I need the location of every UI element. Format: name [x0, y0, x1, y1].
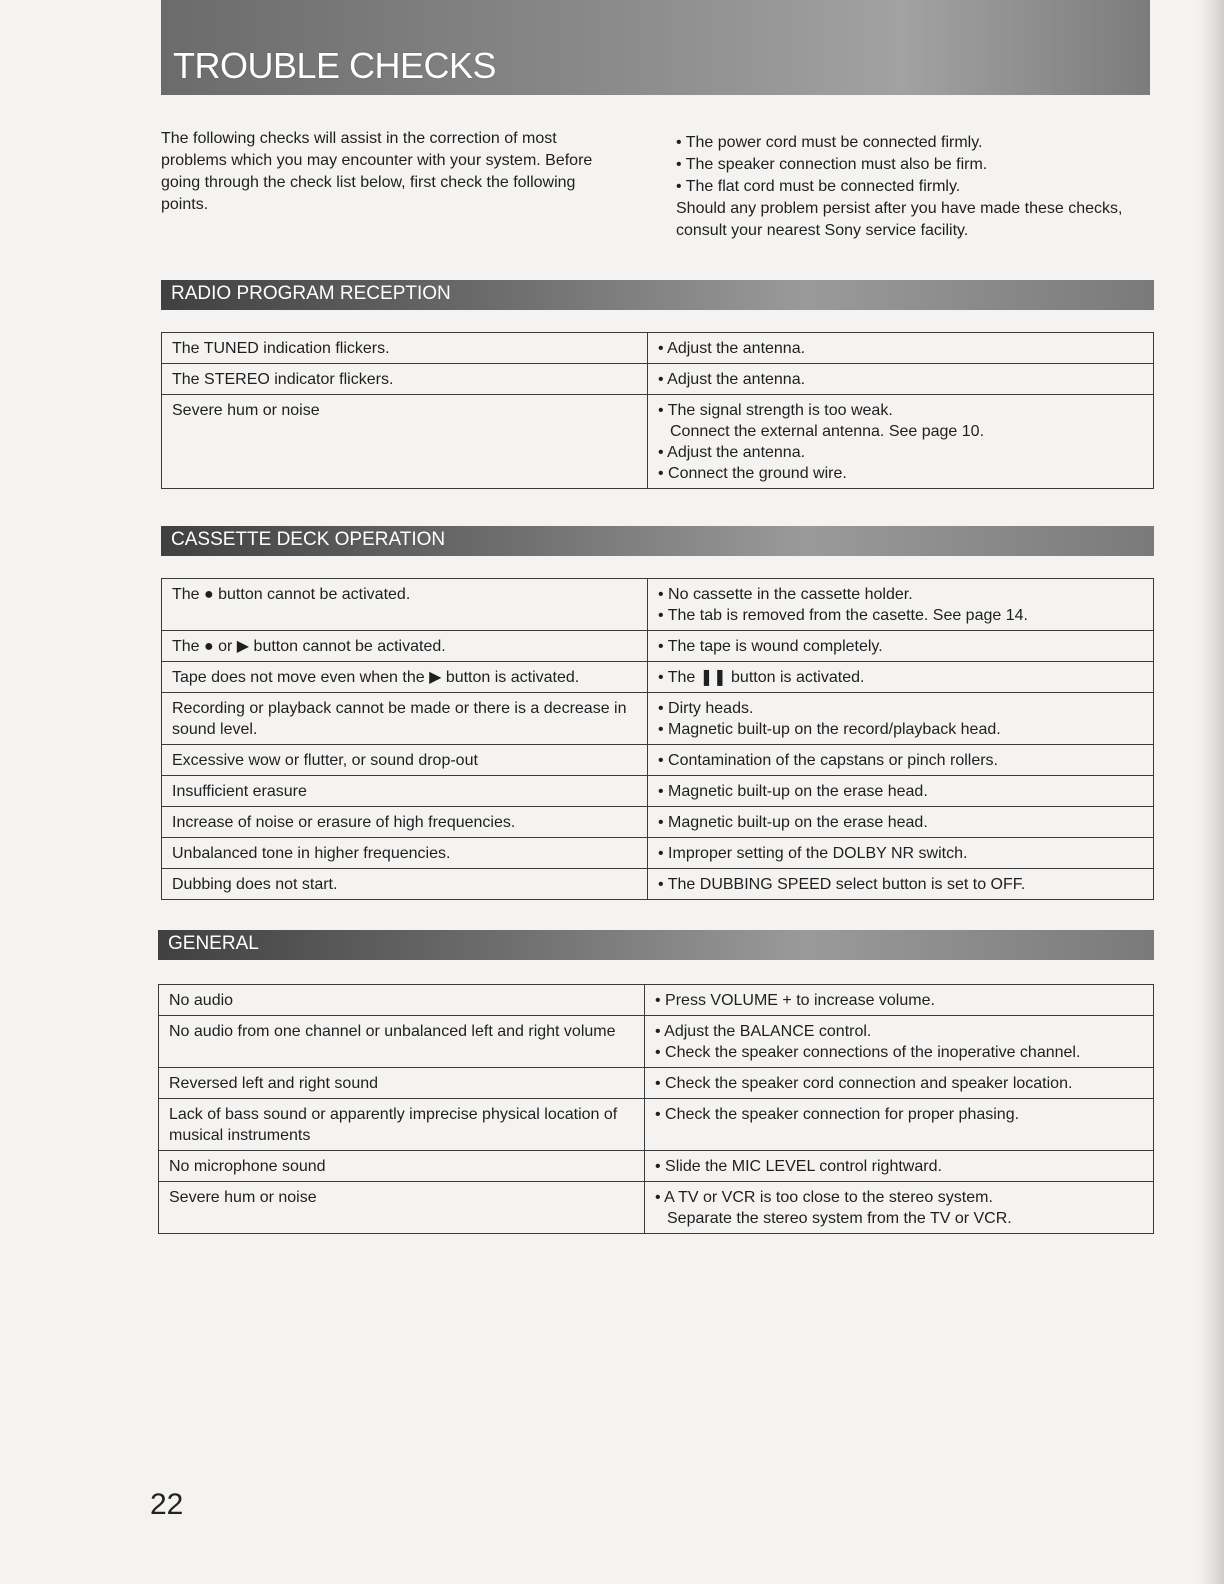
radio-trouble-table: [161, 332, 1154, 489]
remedy-text: • Magnetic built-up on the erase head.: [658, 783, 928, 800]
problem-text: Increase of noise or erasure of high frequencies.: [172, 814, 516, 831]
problem-text: Reversed left and right sound: [169, 1075, 379, 1092]
problem-text: Recording or playback cannot be made or there is a decrease in sound level.: [172, 700, 627, 738]
cassette-trouble-table: [161, 578, 1154, 900]
table-row: [162, 395, 1154, 489]
table-row: [162, 693, 1154, 745]
remedy-text: Connect the external antenna. See page 10.: [670, 423, 985, 440]
problem-cell: [162, 776, 648, 807]
section-title: RADIO PROGRAM RECEPTION: [171, 283, 451, 304]
table-row: [162, 838, 1154, 869]
problem-cell: [162, 579, 648, 631]
intro-point: • The speaker connection must also be firm.: [676, 156, 988, 173]
problem-cell: [162, 364, 648, 395]
table-row: [162, 662, 1154, 693]
remedy-text: • The tab is removed from the casette. See page 14.: [658, 607, 1028, 624]
remedy-text: • Check the speaker connection for proper phasing.: [655, 1106, 1020, 1123]
table-row: [159, 1151, 1154, 1182]
problem-text: Severe hum or noise: [169, 1189, 317, 1206]
section-title: CASSETTE DECK OPERATION: [171, 529, 446, 550]
intro-checklist: [676, 132, 1136, 242]
remedy-cell: [648, 745, 1154, 776]
remedy-text: Separate the stereo system from the TV or VCR.: [667, 1210, 1012, 1227]
page-edge-shadow: [1198, 0, 1224, 1584]
remedy-text: • Magnetic built-up on the erase head.: [658, 814, 928, 831]
table-row: [162, 807, 1154, 838]
table-row: [162, 745, 1154, 776]
problem-cell: [162, 395, 648, 489]
problem-text: Unbalanced tone in higher frequencies.: [172, 845, 451, 862]
table-row: [162, 579, 1154, 631]
problem-text: Excessive wow or flutter, or sound drop-out: [172, 752, 478, 769]
remedy-text: • The tape is wound completely.: [658, 638, 883, 655]
remedy-cell: [648, 579, 1154, 631]
remedy-cell: [648, 838, 1154, 869]
remedy-text: • Adjust the antenna.: [658, 340, 806, 357]
remedy-text: • Connect the ground wire.: [658, 465, 847, 482]
general-trouble-table: [158, 984, 1154, 1234]
remedy-cell: [648, 631, 1154, 662]
remedy-text: • Adjust the antenna.: [658, 371, 806, 388]
remedy-text: • The DUBBING SPEED select button is set to OFF.: [658, 876, 1026, 893]
problem-cell: [162, 869, 648, 900]
remedy-text: • A TV or VCR is too close to the stereo system.: [655, 1189, 993, 1206]
remedy-text: • No cassette in the cassette holder.: [658, 586, 913, 603]
remedy-cell: [645, 1099, 1154, 1151]
problem-text: Dubbing does not start.: [172, 876, 338, 893]
problem-cell: [162, 631, 648, 662]
remedy-cell: [648, 395, 1154, 489]
remedy-text: • Adjust the antenna.: [658, 444, 806, 461]
remedy-text: • Check the speaker connections of the inoperative channel.: [655, 1044, 1081, 1061]
section-bar-cassette: [161, 526, 1154, 556]
problem-text: The ● button cannot be activated.: [172, 586, 411, 603]
intro-point: • The flat cord must be connected firmly.: [676, 178, 961, 195]
remedy-cell: [648, 693, 1154, 745]
remedy-text: • Press VOLUME + to increase volume.: [655, 992, 935, 1009]
problem-text: No microphone sound: [169, 1158, 326, 1175]
remedy-cell: [648, 807, 1154, 838]
problem-cell: [159, 1151, 645, 1182]
problem-text: Severe hum or noise: [172, 402, 320, 419]
section-bar-general: [158, 930, 1154, 960]
problem-cell: [162, 662, 648, 693]
problem-text: Tape does not move even when the ▶ button is activated.: [172, 669, 580, 686]
remedy-text: • Magnetic built-up on the record/playback head.: [658, 721, 1001, 738]
page-title: TROUBLE CHECKS: [173, 45, 497, 86]
intro-note: Should any problem persist after you have made these checks, consult your nearest Sony service facility.: [676, 200, 1123, 239]
problem-cell: [162, 807, 648, 838]
remedy-cell: [648, 662, 1154, 693]
problem-cell: [159, 1068, 645, 1099]
remedy-text: • Slide the MIC LEVEL control rightward.: [655, 1158, 942, 1175]
remedy-text: • Dirty heads.: [658, 700, 754, 717]
problem-cell: [159, 1182, 645, 1234]
remedy-text: • Contamination of the capstans or pinch rollers.: [658, 752, 998, 769]
table-row: [162, 776, 1154, 807]
problem-text: Lack of bass sound or apparently imprecise physical location of musical instruments: [169, 1106, 618, 1144]
problem-cell: [159, 1016, 645, 1068]
remedy-cell: [648, 776, 1154, 807]
remedy-text: • The ❚❚ button is activated.: [658, 669, 865, 686]
problem-text: Insufficient erasure: [172, 783, 307, 800]
section-bar-radio: [161, 280, 1154, 310]
table-row: [159, 1099, 1154, 1151]
remedy-cell: [645, 985, 1154, 1016]
table-row: [159, 1016, 1154, 1068]
table-row: [159, 985, 1154, 1016]
problem-cell: [159, 1099, 645, 1151]
remedy-text: • Improper setting of the DOLBY NR switch.: [658, 845, 968, 862]
problem-text: No audio from one channel or unbalanced left and right volume: [169, 1023, 616, 1040]
problem-cell: [162, 745, 648, 776]
remedy-text: • Check the speaker cord connection and speaker location.: [655, 1075, 1073, 1092]
intro-paragraph: The following checks will assist in the correction of most problems which you may encounter with your system. Before going through the check list below, first check the following points.: [161, 130, 593, 213]
remedy-cell: [645, 1016, 1154, 1068]
title-bar: [161, 0, 1150, 95]
remedy-text: • Adjust the BALANCE control.: [655, 1023, 872, 1040]
problem-cell: [162, 693, 648, 745]
table-row: [162, 869, 1154, 900]
page-number: 22: [150, 1488, 184, 1521]
remedy-cell: [648, 333, 1154, 364]
table-row: [162, 364, 1154, 395]
table-row: [162, 333, 1154, 364]
problem-text: The TUNED indication flickers.: [172, 340, 390, 357]
remedy-cell: [648, 364, 1154, 395]
problem-cell: [162, 838, 648, 869]
remedy-cell: [645, 1151, 1154, 1182]
problem-text: The STEREO indicator flickers.: [172, 371, 394, 388]
remedy-cell: [645, 1068, 1154, 1099]
table-row: [162, 631, 1154, 662]
problem-cell: [159, 985, 645, 1016]
problem-text: No audio: [169, 992, 234, 1009]
remedy-cell: [645, 1182, 1154, 1234]
problem-text: The ● or ▶ button cannot be activated.: [172, 638, 446, 655]
problem-cell: [162, 333, 648, 364]
section-title: GENERAL: [168, 933, 259, 954]
table-row: [159, 1182, 1154, 1234]
remedy-cell: [648, 869, 1154, 900]
remedy-text: • The signal strength is too weak.: [658, 402, 893, 419]
table-row: [159, 1068, 1154, 1099]
intro-point: • The power cord must be connected firmly.: [676, 134, 983, 151]
